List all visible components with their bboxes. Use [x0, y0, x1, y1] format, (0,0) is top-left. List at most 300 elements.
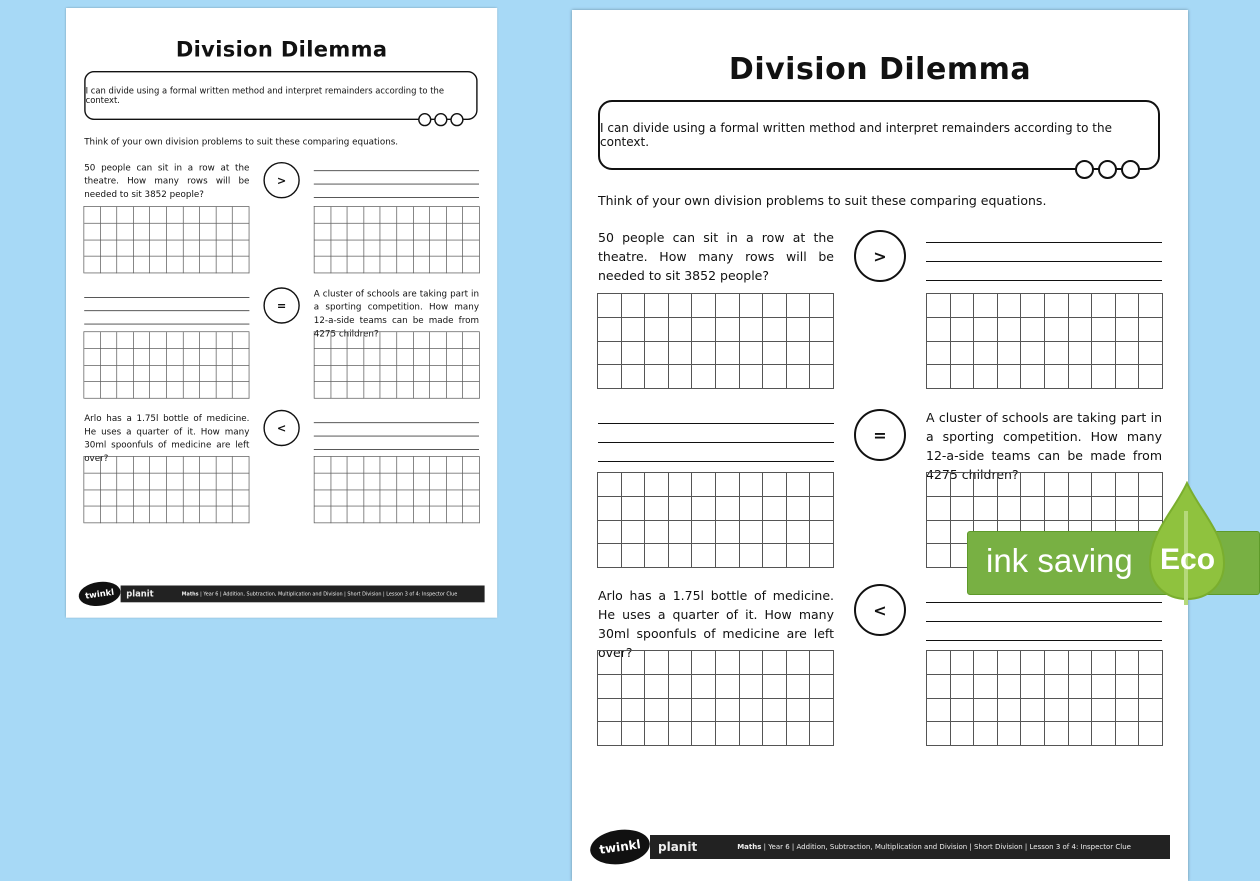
grid-cell	[216, 349, 233, 366]
worksheet-title: Division Dilemma	[175, 37, 388, 62]
grid-cell	[84, 223, 101, 240]
grid-cell	[447, 473, 464, 490]
grid-cell	[787, 294, 811, 318]
grid-cell	[1021, 675, 1045, 699]
grid-cell	[810, 294, 834, 318]
grid-cell	[414, 365, 431, 382]
instructions: Think of your own division problems to suit these comparing equations.	[84, 136, 399, 147]
grid-cell	[381, 332, 398, 349]
grid-cell	[1021, 651, 1045, 675]
footer-breadcrumb: | Year 6 | Addition, Subtraction, Multiplication and Division | Short Division | Lesson 3 of 4: Inspector Clue	[763, 843, 1131, 851]
grid-cell	[233, 473, 250, 490]
grid-cell	[763, 365, 787, 389]
grid-cell	[167, 240, 184, 257]
grid-cell	[951, 497, 975, 521]
grid-cell	[692, 342, 716, 366]
grid-cell	[1069, 365, 1093, 389]
grid-cell	[716, 722, 740, 746]
working-grid	[597, 472, 834, 568]
grid-cell	[348, 257, 365, 274]
grid-cell	[1116, 294, 1140, 318]
grid-cell	[447, 365, 464, 382]
grid-cell	[810, 722, 834, 746]
problem-1-text: 50 people can sit in a row at the theatre. How many rows will be needed to sit 3852 people?	[84, 162, 250, 200]
grid-cell	[974, 318, 998, 342]
grid-cell	[1092, 722, 1116, 746]
grid-cell	[1021, 318, 1045, 342]
grid-cell	[183, 473, 200, 490]
grid-cell	[1045, 699, 1069, 723]
grid-cell	[740, 651, 764, 675]
equals-symbol: =	[263, 287, 299, 323]
learning-objective: I can divide using a formal written method and interpret remainders according to the context.	[85, 85, 444, 106]
grid-cell	[692, 497, 716, 521]
grid-cell	[1045, 675, 1069, 699]
grid-cell	[364, 457, 381, 474]
grid-cell	[692, 294, 716, 318]
grid-cell	[1092, 497, 1116, 521]
grid-cell	[414, 490, 431, 507]
grid-cell	[692, 544, 716, 568]
grid-cell	[331, 207, 348, 224]
grid-cell	[430, 382, 447, 399]
grid-cell	[84, 240, 101, 257]
grid-cell	[669, 651, 693, 675]
grid-cell	[331, 382, 348, 399]
grid-cell	[315, 349, 332, 366]
grid-cell	[397, 223, 414, 240]
grid-cell	[381, 207, 398, 224]
grid-cell	[430, 457, 447, 474]
grid-cell	[669, 675, 693, 699]
grid-cell	[414, 240, 431, 257]
grid-cell	[787, 318, 811, 342]
grid-cell	[692, 722, 716, 746]
grid-cell	[598, 294, 622, 318]
grid-cell	[645, 294, 669, 318]
grid-cell	[200, 365, 217, 382]
grid-cell	[331, 223, 348, 240]
grid-cell	[331, 490, 348, 507]
grid-cell	[1045, 294, 1069, 318]
grid-cell	[1116, 651, 1140, 675]
grid-cell	[645, 651, 669, 675]
grid-cell	[101, 365, 118, 382]
grid-cell	[134, 332, 151, 349]
grid-cell	[1045, 365, 1069, 389]
grid-cell	[998, 473, 1022, 497]
grid-cell	[414, 382, 431, 399]
grid-cell	[397, 473, 414, 490]
grid-cell	[84, 490, 101, 507]
grid-cell	[348, 207, 365, 224]
grid-cell	[998, 342, 1022, 366]
grid-cell	[951, 365, 975, 389]
twinkl-logo: twinkl	[77, 579, 122, 608]
grid-cell	[740, 521, 764, 545]
grid-cell	[645, 722, 669, 746]
grid-cell	[669, 544, 693, 568]
grid-cell	[101, 457, 118, 474]
grid-cell	[348, 473, 365, 490]
grid-cell	[998, 651, 1022, 675]
grid-cell	[430, 223, 447, 240]
grid-cell	[117, 240, 134, 257]
grid-cell	[669, 497, 693, 521]
grid-cell	[740, 722, 764, 746]
grid-cell	[101, 240, 118, 257]
grid-cell	[233, 382, 250, 399]
footer-bar	[121, 586, 485, 603]
grid-cell	[974, 651, 998, 675]
working-grid	[314, 456, 480, 523]
grid-cell	[598, 473, 622, 497]
grid-cell	[974, 365, 998, 389]
grid-cell	[1045, 722, 1069, 746]
grid-cell	[1069, 651, 1093, 675]
grid-cell	[397, 365, 414, 382]
grid-cell	[233, 457, 250, 474]
grid-cell	[84, 507, 101, 524]
grid-cell	[381, 490, 398, 507]
grid-cell	[447, 332, 464, 349]
grid-cell	[200, 207, 217, 224]
grid-cell	[84, 365, 101, 382]
grid-cell	[1092, 294, 1116, 318]
grid-cell	[315, 457, 332, 474]
grid-cell	[463, 332, 480, 349]
grid-cell	[598, 675, 622, 699]
grid-cell	[669, 722, 693, 746]
grid-cell	[183, 349, 200, 366]
grid-cell	[331, 473, 348, 490]
worksheet-preview-large	[572, 10, 1188, 881]
grid-cell	[101, 257, 118, 274]
grid-cell	[787, 521, 811, 545]
grid-cell	[150, 240, 167, 257]
grid-cell	[787, 675, 811, 699]
grid-cell	[622, 365, 646, 389]
grid-cell	[598, 342, 622, 366]
grid-cell	[447, 349, 464, 366]
grid-cell	[150, 365, 167, 382]
grid-cell	[692, 651, 716, 675]
grid-cell	[447, 207, 464, 224]
answer-lines	[314, 170, 479, 210]
grid-cell	[348, 223, 365, 240]
grid-cell	[364, 257, 381, 274]
thought-dots	[1075, 160, 1140, 179]
grid-cell	[463, 349, 480, 366]
grid-cell	[669, 342, 693, 366]
grid-cell	[1139, 342, 1163, 366]
grid-cell	[787, 722, 811, 746]
grid-cell	[331, 332, 348, 349]
eco-label: Eco	[1160, 543, 1216, 576]
grid-cell	[315, 240, 332, 257]
answer-lines	[926, 242, 1162, 299]
grid-cell	[348, 507, 365, 524]
grid-cell	[430, 207, 447, 224]
grid-cell	[315, 332, 332, 349]
grid-cell	[447, 507, 464, 524]
grid-cell	[84, 207, 101, 224]
grid-cell	[463, 490, 480, 507]
grid-cell	[134, 457, 151, 474]
grid-cell	[364, 365, 381, 382]
grid-cell	[397, 207, 414, 224]
grid-cell	[951, 342, 975, 366]
grid-cell	[1116, 497, 1140, 521]
grid-cell	[974, 497, 998, 521]
grid-cell	[927, 699, 951, 723]
grid-cell	[622, 521, 646, 545]
grid-cell	[348, 365, 365, 382]
grid-cell	[998, 699, 1022, 723]
grid-cell	[216, 365, 233, 382]
grid-cell	[763, 473, 787, 497]
problem-3-text: Arlo has a 1.75l bottle of medicine. He uses a quarter of it. How many 30ml spoonfuls of medicine are left over?	[84, 412, 250, 463]
grid-cell	[740, 365, 764, 389]
grid-cell	[692, 365, 716, 389]
grid-cell	[430, 257, 447, 274]
grid-cell	[927, 722, 951, 746]
working-grid	[84, 206, 250, 273]
worksheet-preview-small	[66, 8, 497, 618]
grid-cell	[84, 382, 101, 399]
grid-cell	[183, 457, 200, 474]
grid-cell	[167, 382, 184, 399]
grid-cell	[364, 507, 381, 524]
grid-cell	[117, 365, 134, 382]
grid-cell	[927, 675, 951, 699]
grid-cell	[101, 473, 118, 490]
planit-brand: planit	[126, 589, 154, 599]
grid-cell	[763, 722, 787, 746]
grid-cell	[810, 651, 834, 675]
grid-cell	[167, 332, 184, 349]
grid-cell	[998, 497, 1022, 521]
grid-cell	[348, 332, 365, 349]
grid-cell	[200, 349, 217, 366]
grid-cell	[1116, 675, 1140, 699]
grid-cell	[927, 651, 951, 675]
grid-cell	[101, 223, 118, 240]
grid-cell	[1092, 318, 1116, 342]
grid-cell	[397, 457, 414, 474]
footer-bar	[650, 835, 1170, 859]
grid-cell	[364, 349, 381, 366]
grid-cell	[622, 497, 646, 521]
grid-cell	[463, 382, 480, 399]
grid-cell	[927, 318, 951, 342]
grid-cell	[463, 507, 480, 524]
grid-cell	[381, 382, 398, 399]
grid-cell	[692, 473, 716, 497]
grid-cell	[598, 699, 622, 723]
grid-cell	[1045, 473, 1069, 497]
grid-cell	[998, 722, 1022, 746]
grid-cell	[1116, 722, 1140, 746]
grid-cell	[233, 365, 250, 382]
grid-cell	[645, 365, 669, 389]
grid-cell	[381, 223, 398, 240]
grid-cell	[348, 382, 365, 399]
grid-cell	[117, 382, 134, 399]
grid-cell	[84, 349, 101, 366]
grid-cell	[167, 365, 184, 382]
grid-cell	[669, 473, 693, 497]
grid-cell	[183, 365, 200, 382]
greater-than-symbol: >	[263, 162, 299, 198]
grid-cell	[216, 382, 233, 399]
grid-cell	[974, 699, 998, 723]
grid-cell	[669, 365, 693, 389]
grid-cell	[951, 473, 975, 497]
grid-cell	[101, 332, 118, 349]
grid-cell	[183, 223, 200, 240]
grid-cell	[167, 473, 184, 490]
grid-cell	[1069, 473, 1093, 497]
grid-cell	[183, 507, 200, 524]
grid-cell	[447, 223, 464, 240]
grid-cell	[430, 240, 447, 257]
grid-cell	[414, 349, 431, 366]
grid-cell	[216, 507, 233, 524]
grid-cell	[216, 207, 233, 224]
grid-cell	[763, 544, 787, 568]
grid-cell	[787, 342, 811, 366]
working-grid	[84, 331, 250, 398]
grid-cell	[134, 490, 151, 507]
less-than-symbol: <	[854, 584, 906, 636]
grid-cell	[216, 457, 233, 474]
grid-cell	[622, 544, 646, 568]
grid-cell	[810, 521, 834, 545]
grid-cell	[117, 223, 134, 240]
grid-cell	[414, 457, 431, 474]
grid-cell	[150, 473, 167, 490]
grid-cell	[974, 294, 998, 318]
grid-cell	[787, 497, 811, 521]
grid-cell	[1139, 722, 1163, 746]
grid-cell	[134, 473, 151, 490]
grid-cell	[381, 365, 398, 382]
grid-cell	[598, 722, 622, 746]
grid-cell	[787, 651, 811, 675]
grid-cell	[645, 342, 669, 366]
grid-cell	[150, 207, 167, 224]
grid-cell	[315, 473, 332, 490]
grid-cell	[150, 507, 167, 524]
grid-cell	[331, 507, 348, 524]
grid-cell	[167, 507, 184, 524]
grid-cell	[1021, 342, 1045, 366]
grid-cell	[315, 207, 332, 224]
grid-cell	[397, 507, 414, 524]
grid-cell	[84, 332, 101, 349]
grid-cell	[740, 318, 764, 342]
grid-cell	[364, 490, 381, 507]
grid-cell	[927, 544, 951, 568]
greater-than-symbol: >	[854, 230, 906, 282]
grid-cell	[974, 722, 998, 746]
grid-cell	[716, 675, 740, 699]
grid-cell	[167, 457, 184, 474]
grid-cell	[150, 457, 167, 474]
grid-cell	[740, 473, 764, 497]
grid-cell	[598, 497, 622, 521]
footer	[590, 830, 1170, 864]
grid-cell	[101, 382, 118, 399]
grid-cell	[998, 675, 1022, 699]
grid-cell	[1069, 294, 1093, 318]
grid-cell	[397, 490, 414, 507]
grid-cell	[974, 342, 998, 366]
grid-cell	[463, 207, 480, 224]
grid-cell	[951, 722, 975, 746]
grid-cell	[315, 365, 332, 382]
grid-cell	[692, 675, 716, 699]
grid-cell	[150, 332, 167, 349]
grid-cell	[598, 365, 622, 389]
grid-cell	[381, 507, 398, 524]
grid-cell	[200, 382, 217, 399]
grid-cell	[397, 240, 414, 257]
grid-cell	[763, 521, 787, 545]
grid-cell	[447, 382, 464, 399]
grid-cell	[430, 473, 447, 490]
grid-cell	[810, 342, 834, 366]
grid-cell	[150, 257, 167, 274]
grid-cell	[463, 223, 480, 240]
grid-cell	[645, 675, 669, 699]
grid-cell	[716, 544, 740, 568]
grid-cell	[117, 507, 134, 524]
grid-cell	[331, 457, 348, 474]
grid-cell	[84, 473, 101, 490]
grid-cell	[364, 382, 381, 399]
grid-cell	[84, 257, 101, 274]
grid-cell	[622, 294, 646, 318]
grid-cell	[1092, 651, 1116, 675]
grid-cell	[1069, 318, 1093, 342]
grid-cell	[364, 207, 381, 224]
grid-cell	[927, 521, 951, 545]
grid-cell	[447, 257, 464, 274]
grid-cell	[150, 223, 167, 240]
grid-cell	[414, 473, 431, 490]
grid-cell	[381, 473, 398, 490]
grid-cell	[1045, 318, 1069, 342]
grid-cell	[716, 497, 740, 521]
planit-brand: planit	[658, 840, 698, 854]
grid-cell	[1021, 722, 1045, 746]
footer-breadcrumb: | Year 6 | Addition, Subtraction, Multiplication and Division | Short Division | Lesson 3 of 4: Inspector Clue	[200, 591, 458, 597]
twinkl-logo: twinkl	[588, 826, 652, 868]
equals-symbol: =	[854, 409, 906, 461]
grid-cell	[101, 349, 118, 366]
grid-cell	[645, 521, 669, 545]
problem-2-text: A cluster of schools are taking part in a sporting competition. How many 12-a-side teams can be made from 4275 children?	[926, 410, 1162, 482]
grid-cell	[216, 257, 233, 274]
grid-cell	[951, 675, 975, 699]
grid-cell	[348, 490, 365, 507]
grid-cell	[927, 294, 951, 318]
grid-cell	[134, 257, 151, 274]
grid-cell	[740, 294, 764, 318]
grid-cell	[598, 318, 622, 342]
